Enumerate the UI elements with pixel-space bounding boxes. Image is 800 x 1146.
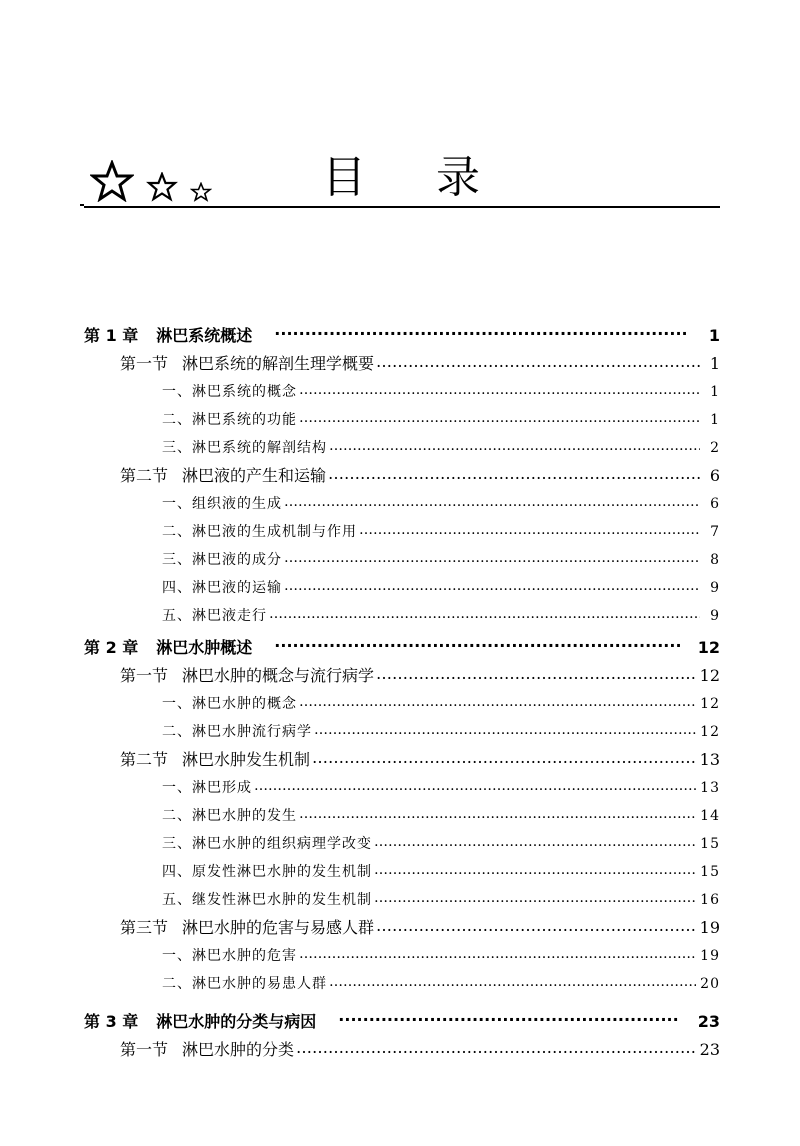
toc-leader-dots [254, 776, 696, 796]
toc-section-row[interactable] [84, 742, 720, 770]
toc-item-row[interactable] [84, 542, 720, 570]
toc-item-title: 二、淋巴系统的功能 [162, 412, 297, 428]
toc-page-number: 12 [697, 638, 720, 657]
toc-item-row[interactable] [84, 686, 720, 714]
toc-page-number: 9 [710, 608, 720, 624]
toc-item-title: 四、淋巴液的运输 [162, 580, 282, 596]
toc-page-number: 8 [710, 552, 720, 568]
toc-item-title: 三、淋巴液的成分 [162, 552, 282, 568]
toc-leader-dots [299, 804, 696, 824]
toc-item-row[interactable] [84, 826, 720, 854]
page-header [84, 150, 724, 214]
toc-leader-dots [296, 1038, 696, 1058]
toc-section-row[interactable] [84, 910, 720, 938]
toc-chapter-row[interactable] [84, 1004, 720, 1032]
star-small-icon [190, 182, 212, 202]
toc-chapter-row[interactable] [84, 630, 720, 658]
toc-page-number: 1 [709, 354, 720, 373]
toc-section-number: 第三节 [120, 918, 169, 937]
toc-page-number: 13 [700, 780, 720, 796]
toc-page-number: 1 [708, 326, 720, 345]
toc-chapter-title: 淋巴水肿的分类与病因 [156, 1012, 317, 1031]
toc-item-title: 二、淋巴水肿的易患人群 [162, 976, 327, 992]
toc-leader-dots [299, 944, 696, 964]
toc-chapter-number: 第 2 章 [84, 638, 139, 657]
toc-page-number: 14 [700, 808, 720, 824]
toc-leader-dots [269, 604, 700, 624]
toc-item-title: 一、组织液的生成 [162, 496, 282, 512]
toc-item-row[interactable] [84, 798, 720, 826]
toc-item-title: 二、淋巴水肿流行病学 [162, 724, 312, 740]
toc-leader-dots [338, 1010, 679, 1030]
toc-item-title: 二、淋巴液的生成机制与作用 [162, 524, 357, 540]
toc-page-number: 12 [699, 666, 720, 685]
toc-item-row[interactable] [84, 570, 720, 598]
toc-leader-dots [329, 972, 696, 992]
toc-page-number: 23 [697, 1012, 720, 1031]
toc-chapter-row[interactable] [84, 318, 720, 346]
toc-item-row[interactable] [84, 938, 720, 966]
toc-leader-dots [374, 888, 696, 908]
toc-section-number: 第二节 [120, 466, 169, 485]
toc-page-number: 19 [700, 948, 720, 964]
toc-page-number: 6 [710, 496, 720, 512]
toc-section-title: 淋巴系统的解剖生理学概要 [182, 354, 375, 373]
toc-section-row[interactable] [84, 1032, 720, 1060]
toc-leader-dots [299, 408, 700, 428]
star-large-icon [90, 160, 134, 202]
toc-page-number: 16 [700, 892, 720, 908]
toc-page-number: 15 [700, 864, 720, 880]
toc-section-number: 第一节 [120, 666, 169, 685]
toc-item-title: 五、淋巴液走行 [162, 608, 267, 624]
toc-item-title: 四、原发性淋巴水肿的发生机制 [162, 864, 372, 880]
toc-chapter-title: 淋巴系统概述 [156, 326, 253, 345]
toc-leader-dots [274, 324, 686, 344]
toc-leader-dots [376, 352, 700, 372]
toc-chapter-number: 第 3 章 [84, 1012, 139, 1031]
toc-leader-dots [359, 520, 700, 540]
toc-page-number: 13 [699, 750, 720, 769]
toc-item-title: 三、淋巴系统的解剖结构 [162, 440, 327, 456]
toc-item-row[interactable] [84, 402, 720, 430]
toc-item-title: 一、淋巴水肿的概念 [162, 696, 297, 712]
toc-leader-dots [284, 576, 700, 596]
toc-leader-dots [312, 748, 696, 768]
toc-chapter-number: 第 1 章 [84, 326, 139, 345]
toc-item-title: 一、淋巴形成 [162, 780, 252, 796]
toc-leader-dots [284, 492, 700, 512]
toc-section-title: 淋巴液的产生和运输 [182, 466, 327, 485]
toc-page-number: 6 [709, 466, 720, 485]
page-title-part-1: 目 [322, 152, 366, 203]
toc-page-number: 7 [710, 524, 720, 540]
toc-page-number: 12 [700, 696, 720, 712]
toc-leader-dots [374, 860, 696, 880]
toc-section-title: 淋巴水肿的危害与易感人群 [182, 918, 375, 937]
toc-page-number: 2 [710, 440, 720, 456]
toc-item-row[interactable] [84, 714, 720, 742]
toc-item-row[interactable] [84, 966, 720, 994]
toc-section-number: 第一节 [120, 1040, 169, 1059]
toc-item-row[interactable] [84, 430, 720, 458]
toc-item-row[interactable] [84, 854, 720, 882]
toc-page-number: 1 [710, 384, 720, 400]
toc-section-title: 淋巴水肿的分类 [182, 1040, 295, 1059]
toc-leader-dots [376, 664, 696, 684]
toc-leader-dots [374, 832, 696, 852]
toc-section-number: 第一节 [120, 354, 169, 373]
star-medium-icon [146, 172, 178, 202]
toc-section-row[interactable] [84, 346, 720, 374]
toc-page-number: 12 [700, 724, 720, 740]
toc-leader-dots [284, 548, 700, 568]
toc-leader-dots [299, 380, 700, 400]
toc-item-row[interactable] [84, 882, 720, 910]
toc-item-row[interactable] [84, 486, 720, 514]
toc-item-title: 五、继发性淋巴水肿的发生机制 [162, 892, 372, 908]
toc-section-row[interactable] [84, 458, 720, 486]
toc-item-title: 一、淋巴系统的概念 [162, 384, 297, 400]
toc-item-row[interactable] [84, 598, 720, 626]
toc-leader-dots [376, 916, 696, 936]
toc-item-title: 三、淋巴水肿的组织病理学改变 [162, 836, 372, 852]
toc-page-number: 19 [699, 918, 720, 937]
toc-section-number: 第二节 [120, 750, 169, 769]
toc-section-row[interactable] [84, 658, 720, 686]
toc-leader-dots [328, 464, 700, 484]
toc-item-row[interactable] [84, 770, 720, 798]
toc-page-number: 15 [700, 836, 720, 852]
toc-item-row[interactable] [84, 374, 720, 402]
toc-item-row[interactable] [84, 514, 720, 542]
toc-chapter-title: 淋巴水肿概述 [156, 638, 253, 657]
page-title-part-2: 录 [436, 152, 480, 203]
toc-page-number: 23 [699, 1040, 720, 1059]
toc-section-title: 淋巴水肿发生机制 [182, 750, 311, 769]
toc-leader-dots [314, 720, 696, 740]
toc-item-title: 一、淋巴水肿的危害 [162, 948, 297, 964]
toc-page-number: 9 [710, 580, 720, 596]
toc-leader-dots [329, 436, 700, 456]
toc-leader-dots [299, 692, 696, 712]
toc-page-number: 20 [700, 976, 720, 992]
header-rule [84, 206, 720, 208]
toc-leader-dots [274, 636, 679, 656]
toc-section-title: 淋巴水肿的概念与流行病学 [182, 666, 375, 685]
toc-item-title: 二、淋巴水肿的发生 [162, 808, 297, 824]
toc-page-number: 1 [710, 412, 720, 428]
